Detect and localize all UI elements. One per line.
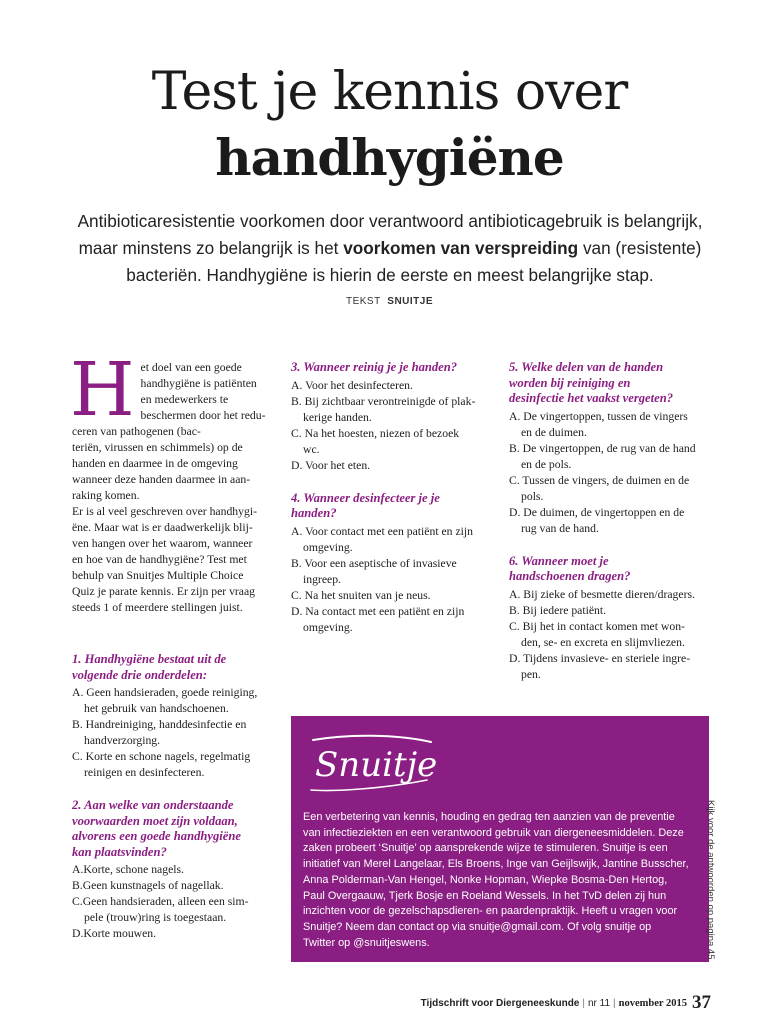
- issue-number: nr 11: [587, 998, 611, 1009]
- text-line: initiatief van Merel Langelaar, Els Broens, Inge van Geijlswijk, Jantine Busscher,: [303, 858, 689, 871]
- option-c: C.Geen handsieraden, alleen een sim- pele (trouw)ring is toegestaan.: [72, 895, 249, 924]
- options-list: [509, 587, 709, 683]
- text-line: ëne. Maar wat is er daadwerkelijk blij-: [72, 521, 253, 534]
- text-line: ceren van pathogenen (bac-: [72, 425, 201, 438]
- option-b: B. De vingertoppen, de rug van de hand en de pols.: [509, 441, 696, 471]
- intro-text-end: van (resistente) bacteriën. Handhygiëne is hierin de eerste en meest belangrijke stap.: [126, 238, 702, 285]
- page-title-line2: handhygiëne: [215, 128, 564, 187]
- text-line: raking komen.: [72, 489, 140, 502]
- option-d: D. De duimen, de vingertoppen en de rug van de hand.: [509, 505, 685, 535]
- question-title-line: handschoenen dragen?: [509, 569, 631, 583]
- option-b: B. Handreiniging, handdesinfectie en handverzorging.: [72, 718, 247, 747]
- question-title-line: 4. Wanneer desinfecteer je je: [291, 490, 440, 505]
- text-line: teriën, virussen en schimmels) op de: [72, 441, 243, 454]
- question-title: [291, 491, 491, 522]
- question-title-line: 1. Handhygiëne bestaat uit de: [72, 652, 227, 666]
- text-line: en hoe van de handhygiëne? Test met: [72, 553, 247, 566]
- text-line: van infectieziekten en een verantwoord gebruik van diergeneesmiddelen. Deze: [303, 826, 684, 839]
- journal-name: Tijdschrift voor Diergeneeskunde: [420, 998, 580, 1009]
- text-line: Er is al veel geschreven over handhygi-: [72, 505, 257, 518]
- options-list: [72, 685, 272, 781]
- snuitje-logo-text: Snuitje: [315, 745, 437, 785]
- text-line: beschermen door het redu-: [140, 409, 266, 422]
- question-2: [72, 798, 272, 942]
- option-c: C. Na het hoesten, niezen of bezoek wc.: [291, 426, 460, 456]
- option-b: B.Geen kunstnagels of nagellak.: [72, 879, 224, 892]
- option-a: A.Korte, schone nagels.: [72, 863, 184, 876]
- text-line: behulp van Snuitjes Multiple Choice: [72, 569, 244, 582]
- column-1: [70, 347, 272, 959]
- text-line: en medewerkers te: [140, 393, 229, 406]
- page-number: 37: [692, 992, 711, 1013]
- option-d: D. Tijdens invasieve- en steriele ingre- pen.: [509, 651, 691, 681]
- question-3: [291, 360, 491, 474]
- question-title-line: voorwaarden moet zijn voldaan,: [72, 813, 238, 828]
- text-line: Een verbetering van kennis, houding en gedrag ten aanzien van de preventie: [303, 811, 675, 823]
- text-line: handen en daarmee in de omgeving: [72, 457, 238, 470]
- answers-side-note-text: Kijk voor de antwoorden op pagina 45: [705, 800, 716, 960]
- answers-side-note: [705, 800, 726, 965]
- options-list: [509, 409, 709, 537]
- question-title-line: desinfectie het vaakst vergeten?: [509, 391, 674, 405]
- question-title-line: 5. Welke delen van de handen: [509, 360, 664, 374]
- question-title: [72, 798, 272, 860]
- option-b: B. Bij iedere patiënt.: [509, 603, 607, 617]
- text-line: inzichten voor de gezelschapsdieren- en paardenpraktijk. Heeft u vragen voor: [303, 905, 678, 918]
- question-title-line: handen?: [291, 506, 337, 520]
- question-title-line: 6. Wanneer moet je: [509, 553, 609, 568]
- text-line: et doel van een goede: [140, 361, 242, 374]
- snuitje-description: [303, 810, 701, 951]
- text-line: Twitter op @snuitjeswens.: [303, 936, 430, 949]
- snuitje-logo: [307, 732, 437, 796]
- drop-cap: H: [70, 347, 135, 433]
- byline-label: TEKST: [345, 296, 381, 307]
- question-6: [509, 554, 709, 683]
- option-c: C. Tussen de vingers, de duimen en de pols.: [509, 473, 690, 503]
- question-title: [72, 652, 272, 683]
- text-line: ven hangen over het waarom, wanneer: [72, 537, 253, 550]
- question-title: [509, 360, 709, 407]
- question-title: [509, 554, 709, 585]
- text-line: Anna Polderman-Van Hengel, Nonke Hopman, Wiepke Bosma-Den Hertog,: [303, 873, 668, 886]
- byline-author: SNUITJE: [387, 296, 434, 307]
- option-b: B. Voor een aseptische of invasieve ingreep.: [291, 556, 457, 586]
- text-line: Paul Overgaauw, Tjerk Bosje en Roeland Wessels. In het TvD delen zij hun: [303, 889, 667, 902]
- text-line: Quiz je parate kennis. Er zijn per vraag: [72, 585, 256, 598]
- intro-text-start: Antibioticaresistentie voorkomen door verantwoord antibioticagebruik is belangrijk, maar minstens zo belangrijk is het: [77, 211, 703, 258]
- option-a: A. Bij zieke of besmette dieren/dragers.: [509, 587, 695, 601]
- option-a: A. Geen handsieraden, goede reiniging, het gebruik van handschoenen.: [72, 686, 258, 715]
- article-body: [70, 347, 272, 616]
- text-line: steeds 1 of meerdere stellingen juist.: [72, 601, 243, 614]
- text-line: Snuitje? Neem dan contact op via snuitje@gmail.com. Of volg snuitje op: [303, 920, 652, 933]
- option-b: B. Bij zichtbaar verontreinigde of plak- kerige handen.: [291, 394, 476, 424]
- option-c: C. Korte en schone nagels, regelmatig reinigen en desinfecteren.: [72, 750, 251, 779]
- page-title-line1: Test je kennis over: [151, 62, 628, 122]
- issue-month: november 2015: [618, 998, 687, 1009]
- text-line: handhygiëne is patiënten: [140, 377, 257, 390]
- article-paragraph-2: [72, 504, 272, 616]
- option-d: D.Korte mouwen.: [72, 927, 157, 940]
- question-4: [291, 491, 491, 636]
- intro-text-bold: voorkomen van verspreiding: [343, 238, 579, 258]
- column-2: [291, 360, 491, 653]
- question-title-line: worden bij reiniging en: [509, 375, 631, 390]
- question-title-line: kan plaatsvinden?: [72, 844, 167, 859]
- option-d: D. Na contact met een patiënt en zijn omgeving.: [291, 604, 465, 634]
- question-title-line: alvorens een goede handhygiëne: [72, 829, 241, 843]
- options-list: [72, 862, 272, 942]
- option-d: D. Voor het eten.: [291, 458, 371, 472]
- question-title-line: volgende drie onderdelen:: [72, 667, 208, 682]
- page-footer: Tijdschrift voor Diergeneeskunde | nr 11 | november 2015 37: [420, 992, 711, 1013]
- byline: [0, 296, 779, 307]
- options-list: [291, 378, 491, 474]
- question-title-line: 3. Wanneer reinig je je handen?: [291, 360, 458, 374]
- option-a: A. De vingertoppen, tussen de vingers en de duimen.: [509, 409, 688, 439]
- question-title: [291, 360, 491, 376]
- column-3: [509, 360, 709, 700]
- option-a: A. Voor het desinfecteren.: [291, 378, 413, 392]
- question-5: [509, 360, 709, 537]
- snuitje-info-box: [291, 716, 709, 962]
- option-a: A. Voor contact met een patiënt en zijn omgeving.: [291, 524, 473, 554]
- text-line: wanneer deze handen daarmee in aan-: [72, 473, 251, 486]
- intro-paragraph: [70, 208, 710, 289]
- text-line: zaken probeert ‘Snuitje’ op aansprekende wijze te stimuleren. Snuitje is een: [303, 842, 668, 855]
- option-c: C. Na het snuiten van je neus.: [291, 588, 431, 602]
- question-1: [72, 652, 272, 781]
- option-c: C. Bij het in contact komen met won- den, se- en excreta en slijmvliezen.: [509, 619, 685, 649]
- question-title-line: 2. Aan welke van onderstaande: [72, 798, 234, 812]
- options-list: [291, 524, 491, 636]
